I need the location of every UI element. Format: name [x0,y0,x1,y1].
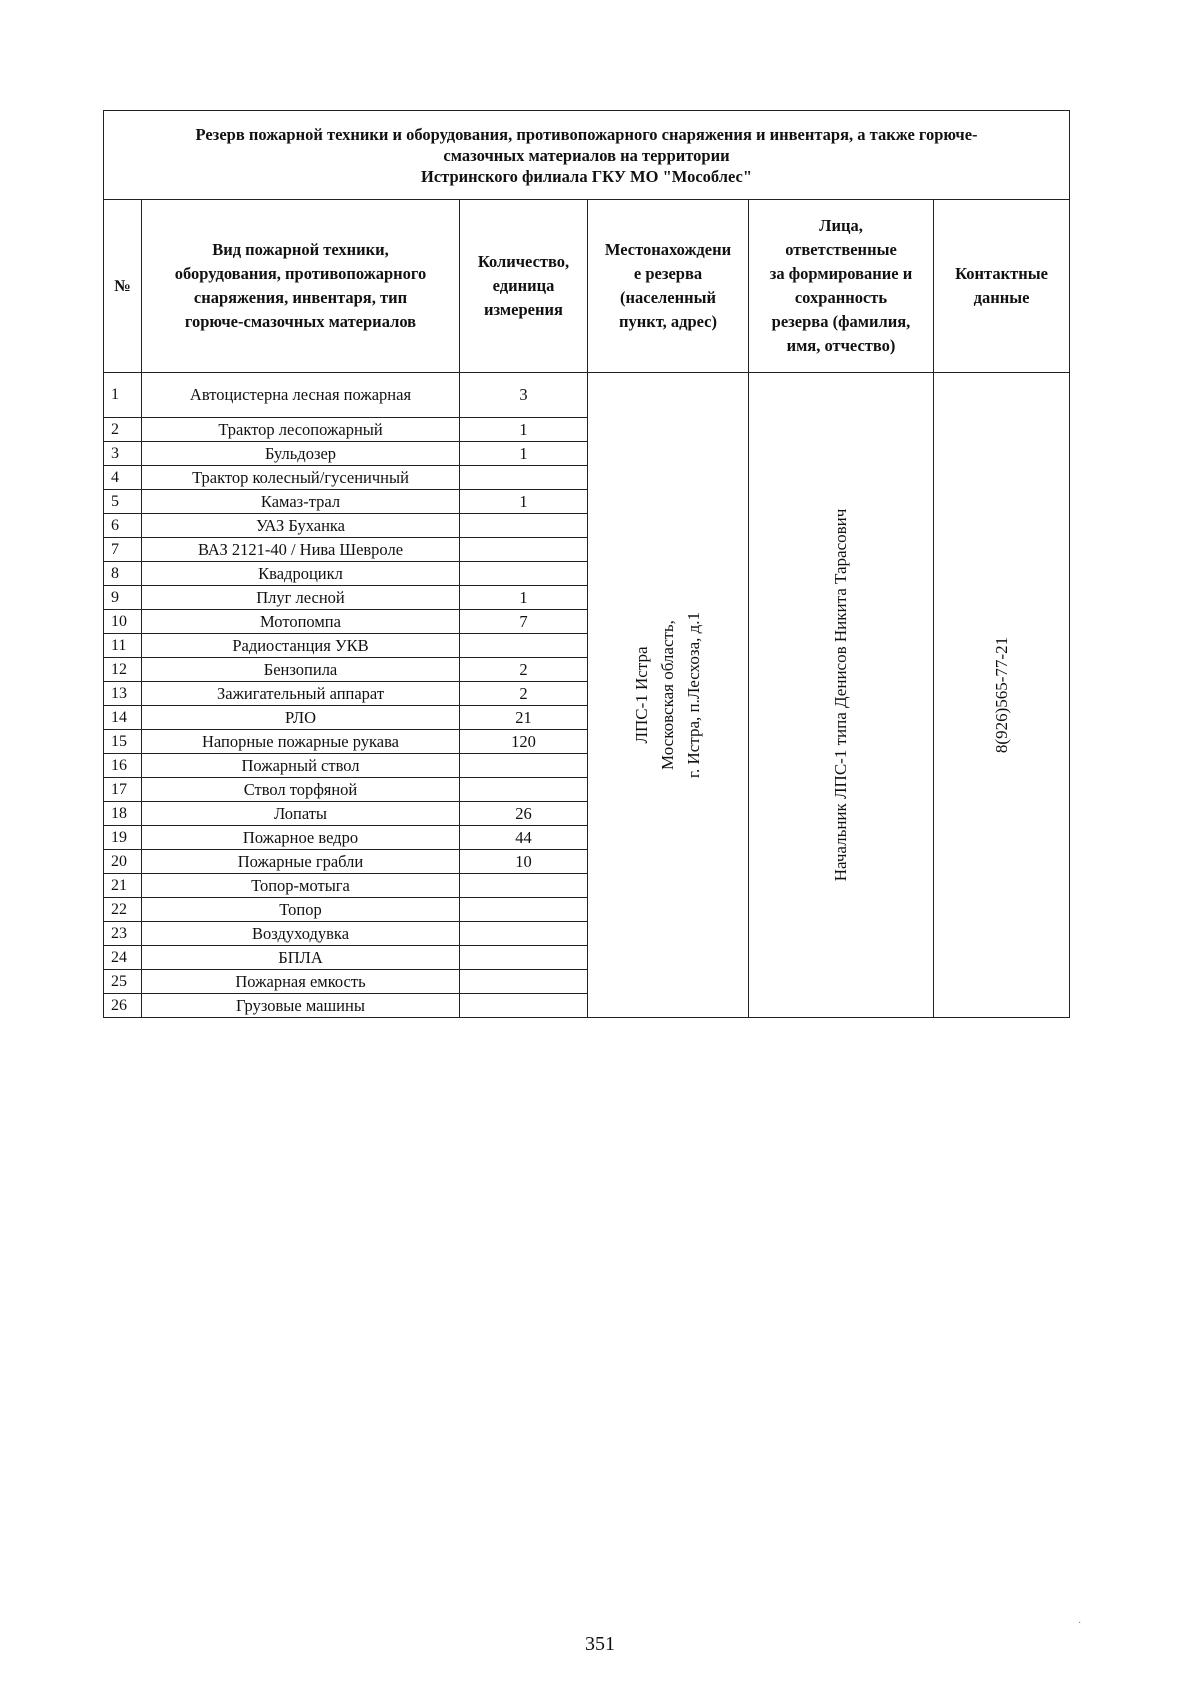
row-item-name: Пожарный ствол [142,754,460,778]
header-quantity-line: Количество, [477,252,570,271]
row-item-name: Трактор колесный/гусеничный [142,466,460,490]
header-responsible-line: имя, отчество) [786,336,896,355]
header-responsible-line: сохранность [794,288,888,307]
page-number: 351 [585,1633,615,1655]
row-quantity: 3 [460,373,588,418]
row-item-name: Квадроцикл [142,562,460,586]
row-quantity: 10 [460,850,588,874]
row-number: 1 [104,373,142,418]
scan-speck: · [1078,1618,1082,1629]
table-title-line-1: Резерв пожарной техники и оборудования, противопожарного снаряжения и инвентаря, а также горюче- [195,124,978,144]
table-title [104,111,1070,200]
row-item-name: Автоцистерна лесная пожарная [142,373,460,418]
row-quantity: 44 [460,826,588,850]
row-number: 7 [104,538,142,562]
responsible-cell [749,373,934,1018]
table-title-line-3: Истринского филиала ГКУ МО "Мособлес" [421,166,753,186]
contact-cell [934,373,1070,1018]
row-quantity: 2 [460,658,588,682]
row-quantity [460,466,588,490]
row-quantity [460,754,588,778]
row-item-name: Топор [142,898,460,922]
row-number: 12 [104,658,142,682]
header-quantity [460,200,588,373]
header-location [588,200,749,373]
row-quantity [460,946,588,970]
location-line: Московская область, [658,620,677,770]
row-number: 26 [104,994,142,1018]
row-quantity [460,778,588,802]
row-number: 3 [104,442,142,466]
row-quantity [460,874,588,898]
row-quantity: 1 [460,418,588,442]
header-location-line: (населенный [619,288,717,307]
row-number: 8 [104,562,142,586]
row-item-name: Воздуходувка [142,922,460,946]
contact-phone: 8(926)565-77-21 [991,636,1011,754]
row-quantity [460,898,588,922]
row-quantity: 26 [460,802,588,826]
row-number: 14 [104,706,142,730]
header-contacts-line: данные [973,288,1030,307]
table-row [104,373,1070,418]
row-quantity [460,562,588,586]
row-quantity: 21 [460,706,588,730]
row-item-name: Плуг лесной [142,586,460,610]
header-location-line: е резерва [633,264,703,283]
row-item-name: Трактор лесопожарный [142,418,460,442]
header-location-line: пункт, адрес) [618,312,717,331]
row-number: 25 [104,970,142,994]
row-item-name: Бульдозер [142,442,460,466]
header-responsible-line: резерва (фамилия, [771,312,911,331]
row-quantity [460,994,588,1018]
header-item-line: Вид пожарной техники, [212,240,389,259]
row-number: 21 [104,874,142,898]
header-contacts-line: Контактные [955,264,1048,283]
header-item [142,200,460,373]
row-item-name: Мотопомпа [142,610,460,634]
row-quantity [460,634,588,658]
row-number: 5 [104,490,142,514]
row-item-name: Напорные пожарные рукава [142,730,460,754]
header-responsible-line: ответственные [785,240,897,259]
row-number: 16 [104,754,142,778]
header-quantity-line: единица [492,276,555,295]
row-number: 10 [104,610,142,634]
row-item-name: РЛО [142,706,460,730]
location-cell [588,373,749,1018]
row-number: 9 [104,586,142,610]
header-item-line: оборудования, противопожарного [174,264,427,283]
header-item-line: горюче-смазочных материалов [184,312,417,331]
row-item-name: Топор-мотыга [142,874,460,898]
row-quantity [460,514,588,538]
row-number: 17 [104,778,142,802]
row-number: 24 [104,946,142,970]
row-item-name: Камаз-трал [142,490,460,514]
location-text [629,612,707,778]
row-item-name: Грузовые машины [142,994,460,1018]
row-item-name: Ствол торфяной [142,778,460,802]
header-contacts [934,200,1070,373]
row-number: 4 [104,466,142,490]
header-quantity-line: измерения [484,300,563,319]
row-quantity: 2 [460,682,588,706]
row-number: 11 [104,634,142,658]
row-item-name: ВАЗ 2121-40 / Нива Шевроле [142,538,460,562]
row-number: 2 [104,418,142,442]
header-responsible-line: Лица, [819,216,863,235]
row-number: 18 [104,802,142,826]
row-quantity [460,538,588,562]
reserve-table [103,110,1070,1018]
row-item-name: Пожарное ведро [142,826,460,850]
header-number: № [104,200,142,373]
row-quantity: 1 [460,490,588,514]
row-item-name: УАЗ Буханка [142,514,460,538]
responsible-text: Начальник ЛПС-1 типа Денисов Никита Тарасович [831,508,850,882]
table-title-line-2: смазочных материалов на территории [443,145,730,165]
row-number: 6 [104,514,142,538]
row-item-name: Пожарные грабли [142,850,460,874]
row-number: 13 [104,682,142,706]
row-quantity [460,970,588,994]
row-number: 19 [104,826,142,850]
row-item-name: Радиостанция УКВ [142,634,460,658]
row-item-name: БПЛА [142,946,460,970]
row-quantity: 120 [460,730,588,754]
row-item-name: Пожарная емкость [142,970,460,994]
row-quantity [460,922,588,946]
header-row [104,200,1070,373]
header-location-line: Местонахождени [604,240,732,259]
row-number: 20 [104,850,142,874]
row-number: 22 [104,898,142,922]
row-number: 15 [104,730,142,754]
header-responsible-line: за формирование и [769,264,913,283]
row-item-name: Бензопила [142,658,460,682]
row-item-name: Зажигательный аппарат [142,682,460,706]
row-quantity: 1 [460,442,588,466]
header-item-line: снаряжения, инвентаря, тип [193,288,408,307]
row-number: 23 [104,922,142,946]
header-responsible [749,200,934,373]
location-line: г. Истра, п.Лесхоза, д.1 [684,611,703,779]
location-line: ЛПС-1 Истра [632,646,651,744]
row-quantity: 1 [460,586,588,610]
row-item-name: Лопаты [142,802,460,826]
row-quantity: 7 [460,610,588,634]
